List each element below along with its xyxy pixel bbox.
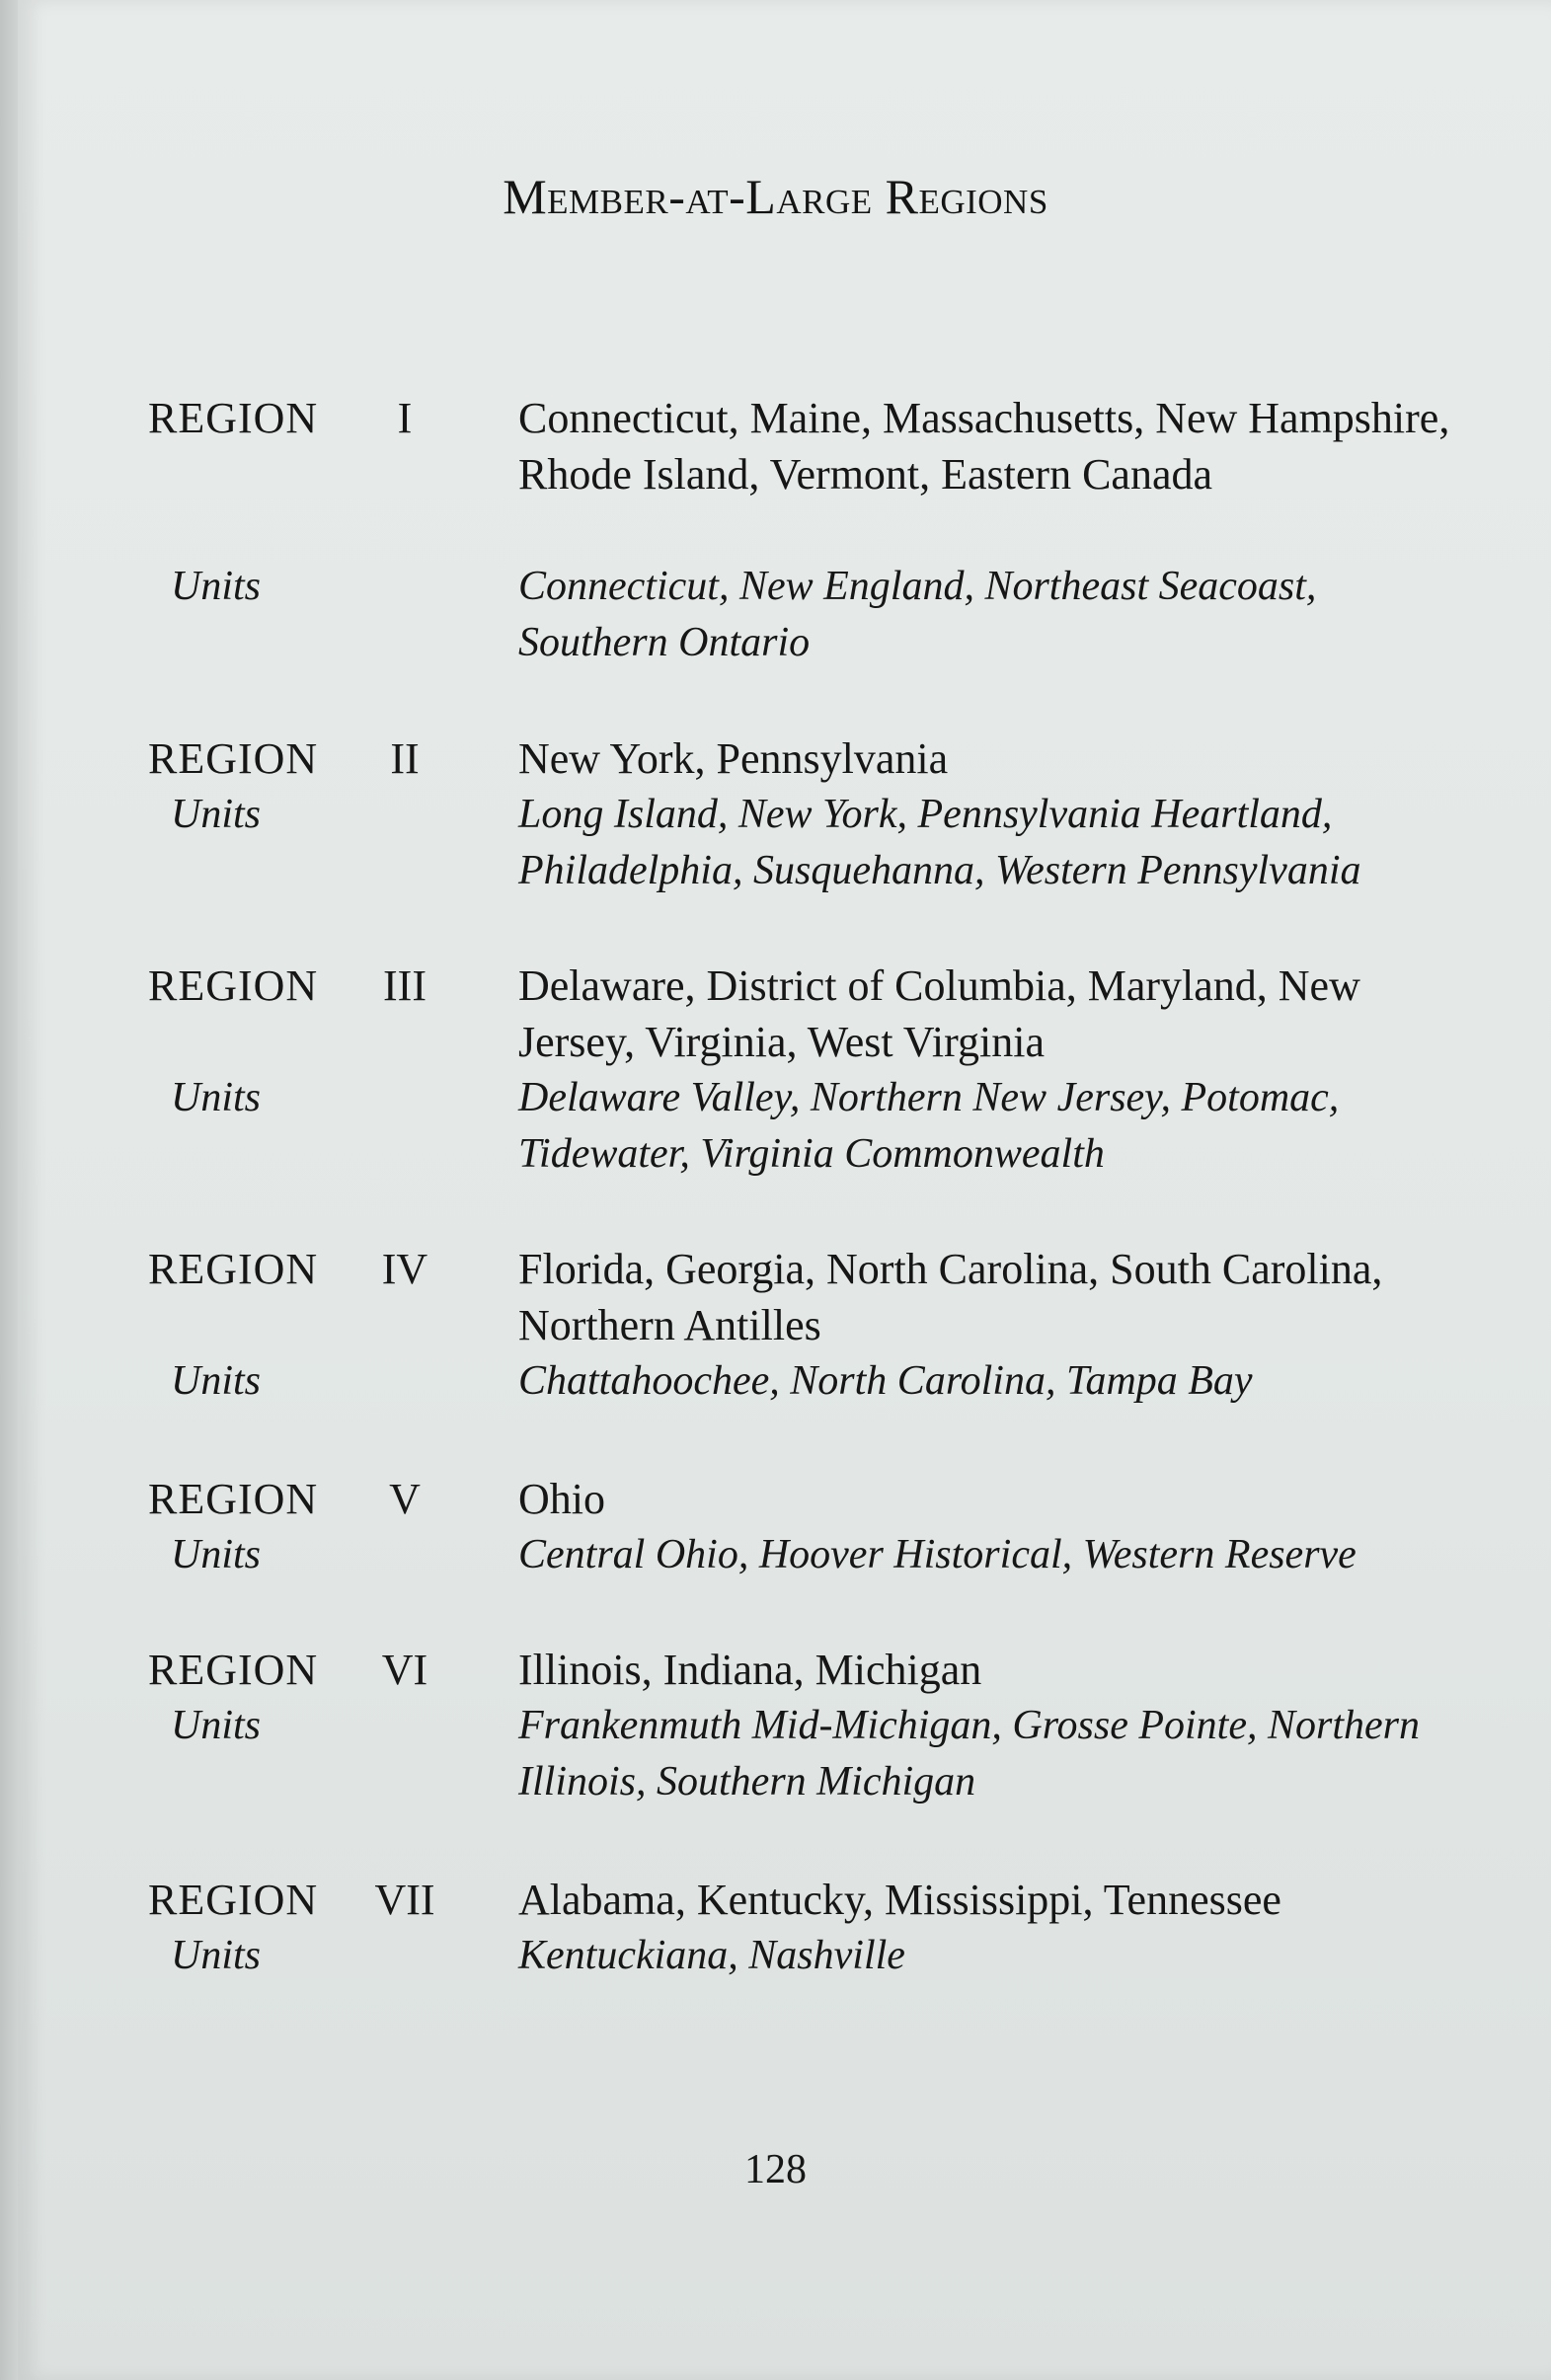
region-entry-i: [0, 390, 1551, 671]
units-label: Units: [171, 1532, 262, 1577]
region-units: Frankenmuth Mid-Michigan, Grosse Pointe, Northern Illinois, Southern Michigan: [518, 1703, 1420, 1804]
page-number: 128: [744, 2147, 807, 2192]
region-states: Delaware, District of Columbia, Maryland, New Jersey, Virginia, West Virginia: [518, 961, 1360, 1066]
region-label: REGION: [148, 1475, 319, 1523]
region-entry-vii: [0, 1872, 1551, 1984]
units-label: Units: [171, 1358, 262, 1404]
region-units: Central Ohio, Hoover Historical, Western Reserve: [518, 1532, 1357, 1577]
region-states: Alabama, Kentucky, Mississippi, Tennessee: [518, 1876, 1281, 1924]
region-numeral: I: [397, 394, 413, 442]
units-label: Units: [171, 1075, 262, 1120]
region-units: Delaware Valley, Northern New Jersey, Potomac, Tidewater, Virginia Commonwealth: [518, 1075, 1340, 1177]
region-entry-iii: [0, 958, 1551, 1183]
region-label: REGION: [148, 1876, 319, 1924]
region-label: REGION: [148, 734, 319, 783]
region-units: Long Island, New York, Pennsylvania Heartland, Philadelphia, Susquehanna, Western Pennsylvania: [518, 792, 1361, 893]
book-page: [18, 0, 1551, 2380]
region-states: New York, Pennsylvania: [518, 734, 949, 783]
region-entry-iv: [0, 1241, 1551, 1410]
region-entry-vi: [0, 1642, 1551, 1810]
page-title: Member-at-Large Regions: [503, 169, 1048, 224]
region-states: Illinois, Indiana, Michigan: [518, 1646, 982, 1694]
units-label: Units: [171, 1933, 262, 1978]
region-numeral: V: [389, 1475, 421, 1523]
units-label: Units: [171, 1703, 262, 1748]
region-units: Connecticut, New England, Northeast Seacoast, Southern Ontario: [518, 564, 1317, 665]
region-numeral: VI: [381, 1646, 428, 1694]
region-states: Connecticut, Maine, Massachusetts, New Hampshire, Rhode Island, Vermont, Eastern Canada: [518, 394, 1450, 499]
book-gutter: [0, 0, 18, 2380]
region-label: REGION: [148, 961, 319, 1010]
region-numeral: II: [390, 734, 420, 783]
region-entry-ii: [0, 730, 1551, 899]
region-label: REGION: [148, 1646, 319, 1694]
region-states: Ohio: [518, 1475, 605, 1523]
region-numeral: III: [383, 961, 427, 1010]
region-label: REGION: [148, 394, 319, 442]
region-numeral: VII: [374, 1876, 435, 1924]
region-units: Chattahoochee, North Carolina, Tampa Bay: [518, 1358, 1253, 1404]
region-states: Florida, Georgia, North Carolina, South Carolina, Northern Antilles: [518, 1245, 1383, 1349]
region-entry-v: [0, 1471, 1551, 1583]
region-units: Kentuckiana, Nashville: [518, 1933, 905, 1978]
units-label: Units: [171, 564, 262, 609]
units-label: Units: [171, 792, 262, 837]
region-label: REGION: [148, 1245, 319, 1293]
region-numeral: IV: [381, 1245, 428, 1293]
